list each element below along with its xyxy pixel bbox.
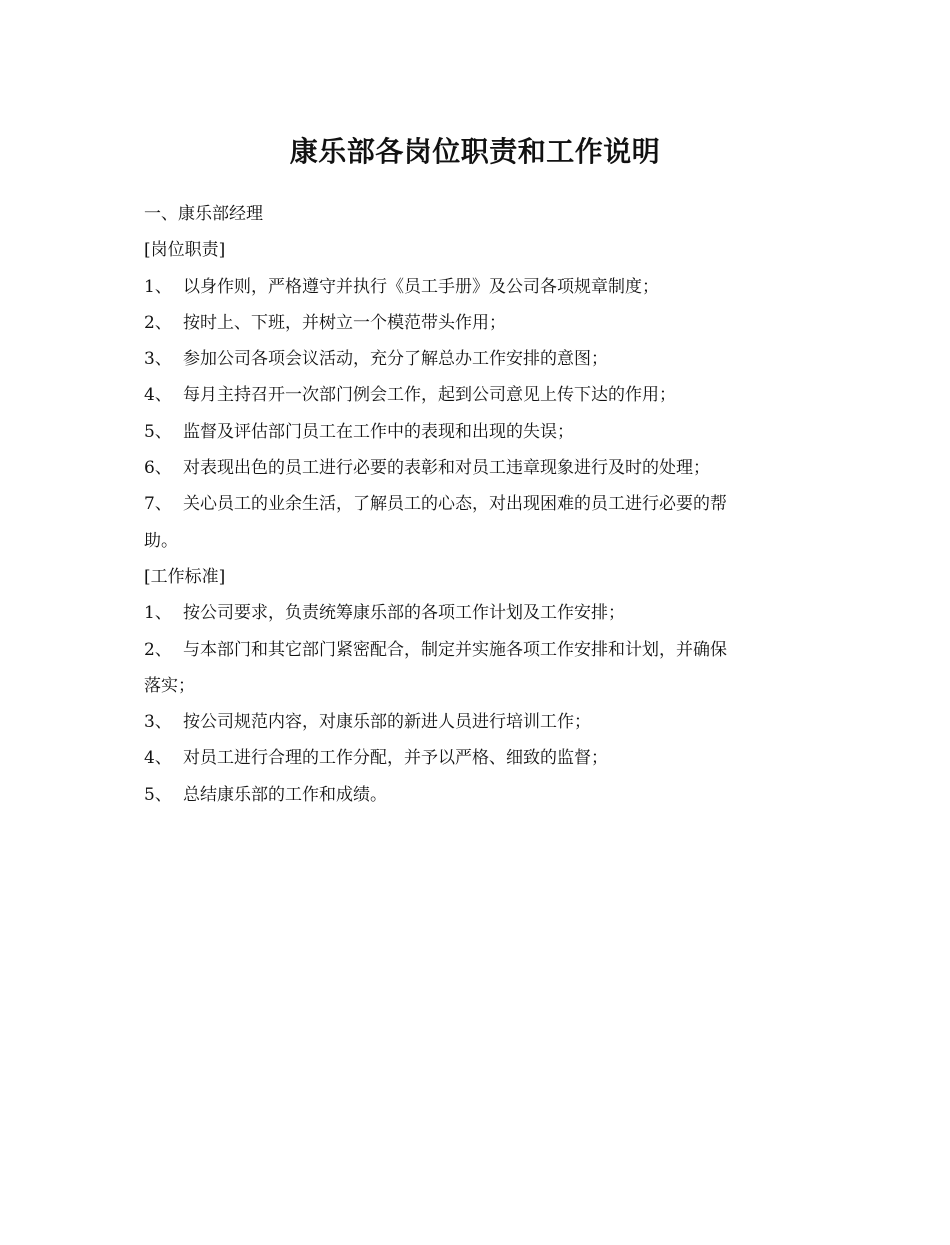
duty-number: 6、 xyxy=(144,458,172,479)
section-heading: 一、康乐部经理 xyxy=(144,204,263,224)
duty-continuation: 助。 xyxy=(144,530,178,551)
duty-item xyxy=(144,341,814,377)
standard-item xyxy=(144,704,814,740)
duty-item xyxy=(144,269,814,305)
duty-text: 监督及评估部门员工在工作中的表现和出现的失误； xyxy=(183,421,574,442)
duty-text: 按时上、下班，并树立一个模范带头作用； xyxy=(183,312,506,333)
standard-number: 2、 xyxy=(144,639,172,660)
duty-item xyxy=(144,414,814,450)
standard-text: 对员工进行合理的工作分配，并予以严格、细致的监督； xyxy=(183,748,608,769)
duty-item xyxy=(144,305,814,341)
standard-continuation: 落实； xyxy=(144,675,195,696)
standard-item xyxy=(144,740,814,776)
standard-number: 5、 xyxy=(144,784,172,805)
duty-text: 关心员工的业余生活，了解员工的心态，对出现困难的员工进行必要的帮 xyxy=(183,494,727,515)
document-body xyxy=(144,196,814,813)
duty-number: 1、 xyxy=(144,276,172,297)
duty-item xyxy=(144,486,814,522)
duties-heading: [岗位职责] xyxy=(144,240,226,261)
standard-number: 3、 xyxy=(144,712,172,733)
document-title: 康乐部各岗位职责和工作说明 xyxy=(289,135,661,168)
standard-number: 1、 xyxy=(144,603,172,624)
standard-text: 总结康乐部的工作和成绩。 xyxy=(183,784,387,805)
duty-text: 参加公司各项会议活动，充分了解总办工作安排的意图； xyxy=(183,349,608,370)
duty-item xyxy=(144,377,814,413)
duty-number: 5、 xyxy=(144,421,172,442)
standard-item xyxy=(144,632,814,668)
duty-text: 对表现出色的员工进行必要的表彰和对员工违章现象进行及时的处理； xyxy=(183,458,710,479)
duty-number: 7、 xyxy=(144,494,172,515)
duty-number: 4、 xyxy=(144,385,172,406)
standards-heading: [工作标准] xyxy=(144,566,226,587)
duty-text: 以身作则，严格遵守并执行《员工手册》及公司各项规章制度； xyxy=(183,276,659,297)
duty-item xyxy=(144,450,814,486)
standard-text: 按公司要求，负责统筹康乐部的各项工作计划及工作安排； xyxy=(183,603,625,624)
standard-item xyxy=(144,777,814,813)
standard-number: 4、 xyxy=(144,748,172,769)
standard-text: 按公司规范内容，对康乐部的新进人员进行培训工作； xyxy=(183,712,591,733)
duty-number: 2、 xyxy=(144,312,172,333)
duty-number: 3、 xyxy=(144,349,172,370)
standards-list xyxy=(144,595,814,813)
standard-item xyxy=(144,595,814,631)
duty-text: 每月主持召开一次部门例会工作，起到公司意见上传下达的作用； xyxy=(183,385,676,406)
duties-list xyxy=(144,269,814,559)
standard-text: 与本部门和其它部门紧密配合，制定并实施各项工作安排和计划，并确保 xyxy=(183,639,727,660)
